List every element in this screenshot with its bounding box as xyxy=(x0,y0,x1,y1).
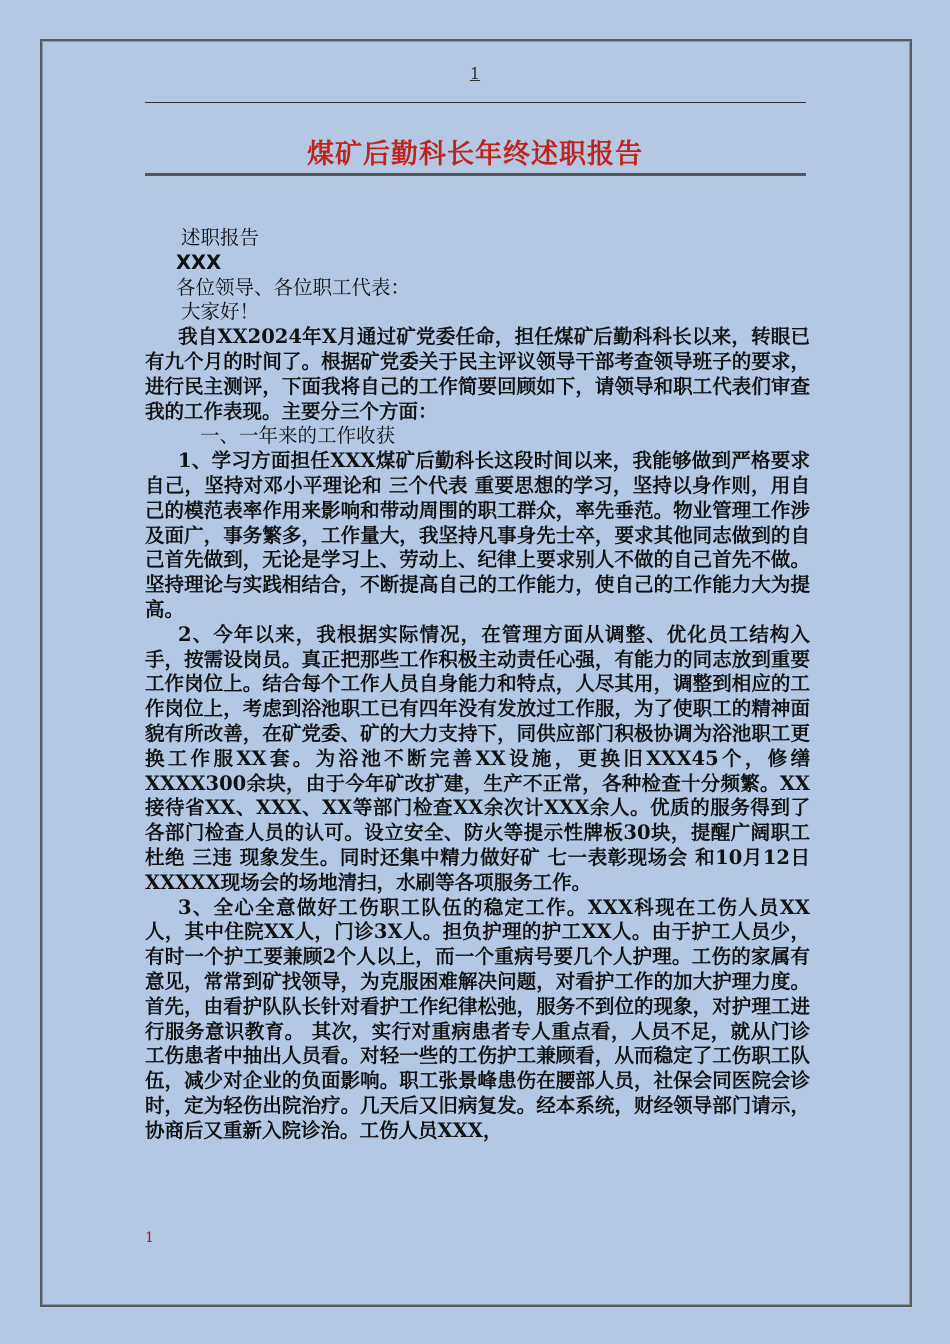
greeting: 大家好！ xyxy=(181,300,260,324)
report-heading: 述职报告 xyxy=(181,226,260,249)
section-heading: 一、一年来的工作收获 xyxy=(200,424,396,448)
paragraph-injury-care: 3、全心全意做好工伤职工队伍的稳定工作。XXX科现在工伤人员XX人，其中住院XX人，门诊3X人。担负护理的护工XX人。由于护工人员少，有时一个护工要兼顾2个人以上，而一个重病号要几个人护理。工伤的家属有意见，常常到矿找领导，为克服困难解决问题，对看护工作的加大护理力度。 首先，由看护队队长针对看护工作纪律松弛，服务不到位的现象，对护理工进行服务意识教育。 其次，实行对重病患者专人重点看，人员不足，就从门诊工伤患者中抽出人员看。对轻一些的工伤护工兼顾看，从而稳定了工伤职工队伍，减少对企业的负面影响。职工张景峰患伤在腰部人员，社保会同医院会诊时，定为轻伤出院治疗。几天后又旧病复发。经本系统，财经领导部门请示，协商后又重新入院诊治。工伤人员XXX， xyxy=(145,895,810,1142)
document-title: 煤矿后勤科长年终述职报告 xyxy=(307,139,643,170)
document-body xyxy=(145,226,810,1143)
footer-page-number: 1 xyxy=(145,1230,154,1246)
author-name: XXX xyxy=(176,250,222,274)
header-page-number: 1 xyxy=(469,64,481,83)
header-rule xyxy=(145,102,806,103)
paragraph-management: 2、今年以来，我根据实际情况，在管理方面从调整、优化员工结构入手，按需设岗员。真正把那些工作积极主动责任心强，有能力的同志放到重要工作岗位上。结合每个工作人员自身能力和特点，人尽其用，调整到相应的工作岗位上，考虑到浴池职工已有四年没有发放过工作服，为了使职工的精神面貌有所改善，在矿党委、矿的大力支持下，同供应部门积极协调为浴池职工更换工作服XX套。为浴池不断完善XX设施，更换旧XXX45个，修缮XXXX300余块，由于今年矿改扩建，生产不正常，各种检查十分频繁。XX接待省XX、XXX、XX等部门检查XX余次计XXX余人。优质的服务得到了各部门检查人员的认可。设立安全、防火等提示性牌板30块，提醒广阔职工杜绝 三违 现象发生。同时还集中精力做好矿 七一表彰现场会 和10月12日XXXXX现场会的场地清扫，水刷等各项服务工作。 xyxy=(145,622,810,894)
intro-paragraph: 我自XX2024年X月通过矿党委任命，担任煤矿后勤科科长以来，转眼已有九个月的时间了。根据矿党委关于民主评议领导干部考查领导班子的要求，进行民主测评，下面我将自己的工作简要回顾如下，请领导和职工代表们审查我的工作表现。主要分三个方面： xyxy=(145,325,810,423)
title-rule xyxy=(145,173,806,176)
salutation: 各位领导、各位职工代表： xyxy=(176,275,411,299)
paragraph-study: 1、学习方面担任XXX煤矿后勤科长这段时间以来，我能够做到严格要求自己，坚持对邓小平理论和 三个代表 重要思想的学习，坚持以身作则，用自己的模范表率作用来影响和带动周围的职工群众，率先垂范。物业管理工作涉及面广，事务繁多，工作量大，我坚持凡事身先士卒，要求其他同志做到的自己首先做到，无论是学习上、劳动上、纪律上要求别人不做的自己首先不做。坚持理论与实践相结合，不断提高自己的工作能力，使自己的工作能力大为提高。 xyxy=(145,449,810,621)
